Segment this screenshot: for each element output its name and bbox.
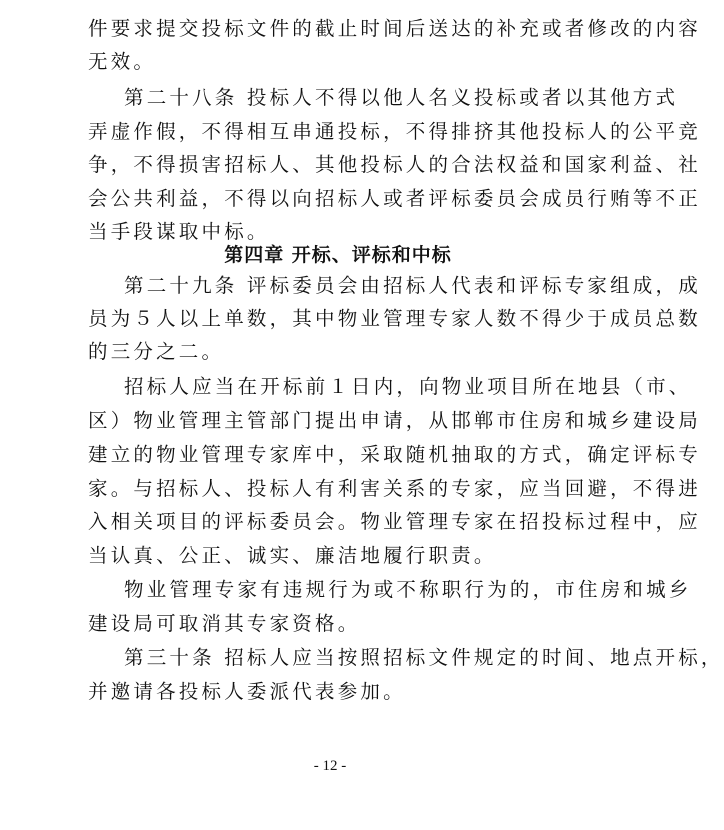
body-text-line: 建设局可取消其专家资格。 bbox=[88, 612, 361, 635]
body-text-line: 无效。 bbox=[88, 50, 157, 73]
article-30-start: 第三十条 招标人应当按照招标文件规定的时间、地点开标， bbox=[124, 646, 724, 669]
article-29-start: 第二十九条 评标委员会由招标人代表和评标专家组成，成 bbox=[124, 274, 701, 297]
body-text-line: 并邀请各投标人委派代表参加。 bbox=[88, 680, 406, 703]
body-text-line: 当手段谋取中标。 bbox=[88, 220, 270, 243]
body-text-line: 会公共利益，不得以向招标人或者评标委员会成员行贿等不正 bbox=[88, 187, 701, 210]
body-text-line: 入相关项目的评标委员会。物业管理专家在招投标过程中，应 bbox=[88, 510, 701, 533]
paragraph-start: 物业管理专家有违规行为或不称职行为的，市住房和城乡 bbox=[124, 578, 692, 601]
page-number: - 12 - bbox=[313, 758, 347, 774]
body-text-line: 当认真、公正、诚实、廉洁地履行职责。 bbox=[88, 544, 497, 567]
paragraph-start: 招标人应当在开标前１日内，向物业项目所在地县（市、 bbox=[124, 375, 692, 398]
body-text-line: 的三分之二。 bbox=[88, 340, 225, 363]
article-28-start: 第二十八条 投标人不得以他人名义投标或者以其他方式 bbox=[124, 86, 679, 109]
body-text-line: 弄虚作假，不得相互串通投标，不得排挤其他投标人的公平竞 bbox=[88, 120, 701, 143]
body-text-line: 家。与招标人、投标人有利害关系的专家，应当回避，不得进 bbox=[88, 477, 701, 500]
chapter-heading: 第四章 开标、评标和中标 bbox=[224, 244, 452, 266]
body-text-line: 件要求提交投标文件的截止时间后送达的补充或者修改的内容 bbox=[88, 17, 701, 40]
body-text-line: 员为５人以上单数，其中物业管理专家人数不得少于成员总数 bbox=[88, 307, 701, 330]
body-text-line: 区）物业管理主管部门提出申请，从邯郸市住房和城乡建设局 bbox=[88, 409, 701, 432]
body-text-line: 建立的物业管理专家库中，采取随机抽取的方式，确定评标专 bbox=[88, 443, 701, 466]
body-text-line: 争，不得损害招标人、其他投标人的合法权益和国家利益、社 bbox=[88, 153, 701, 176]
